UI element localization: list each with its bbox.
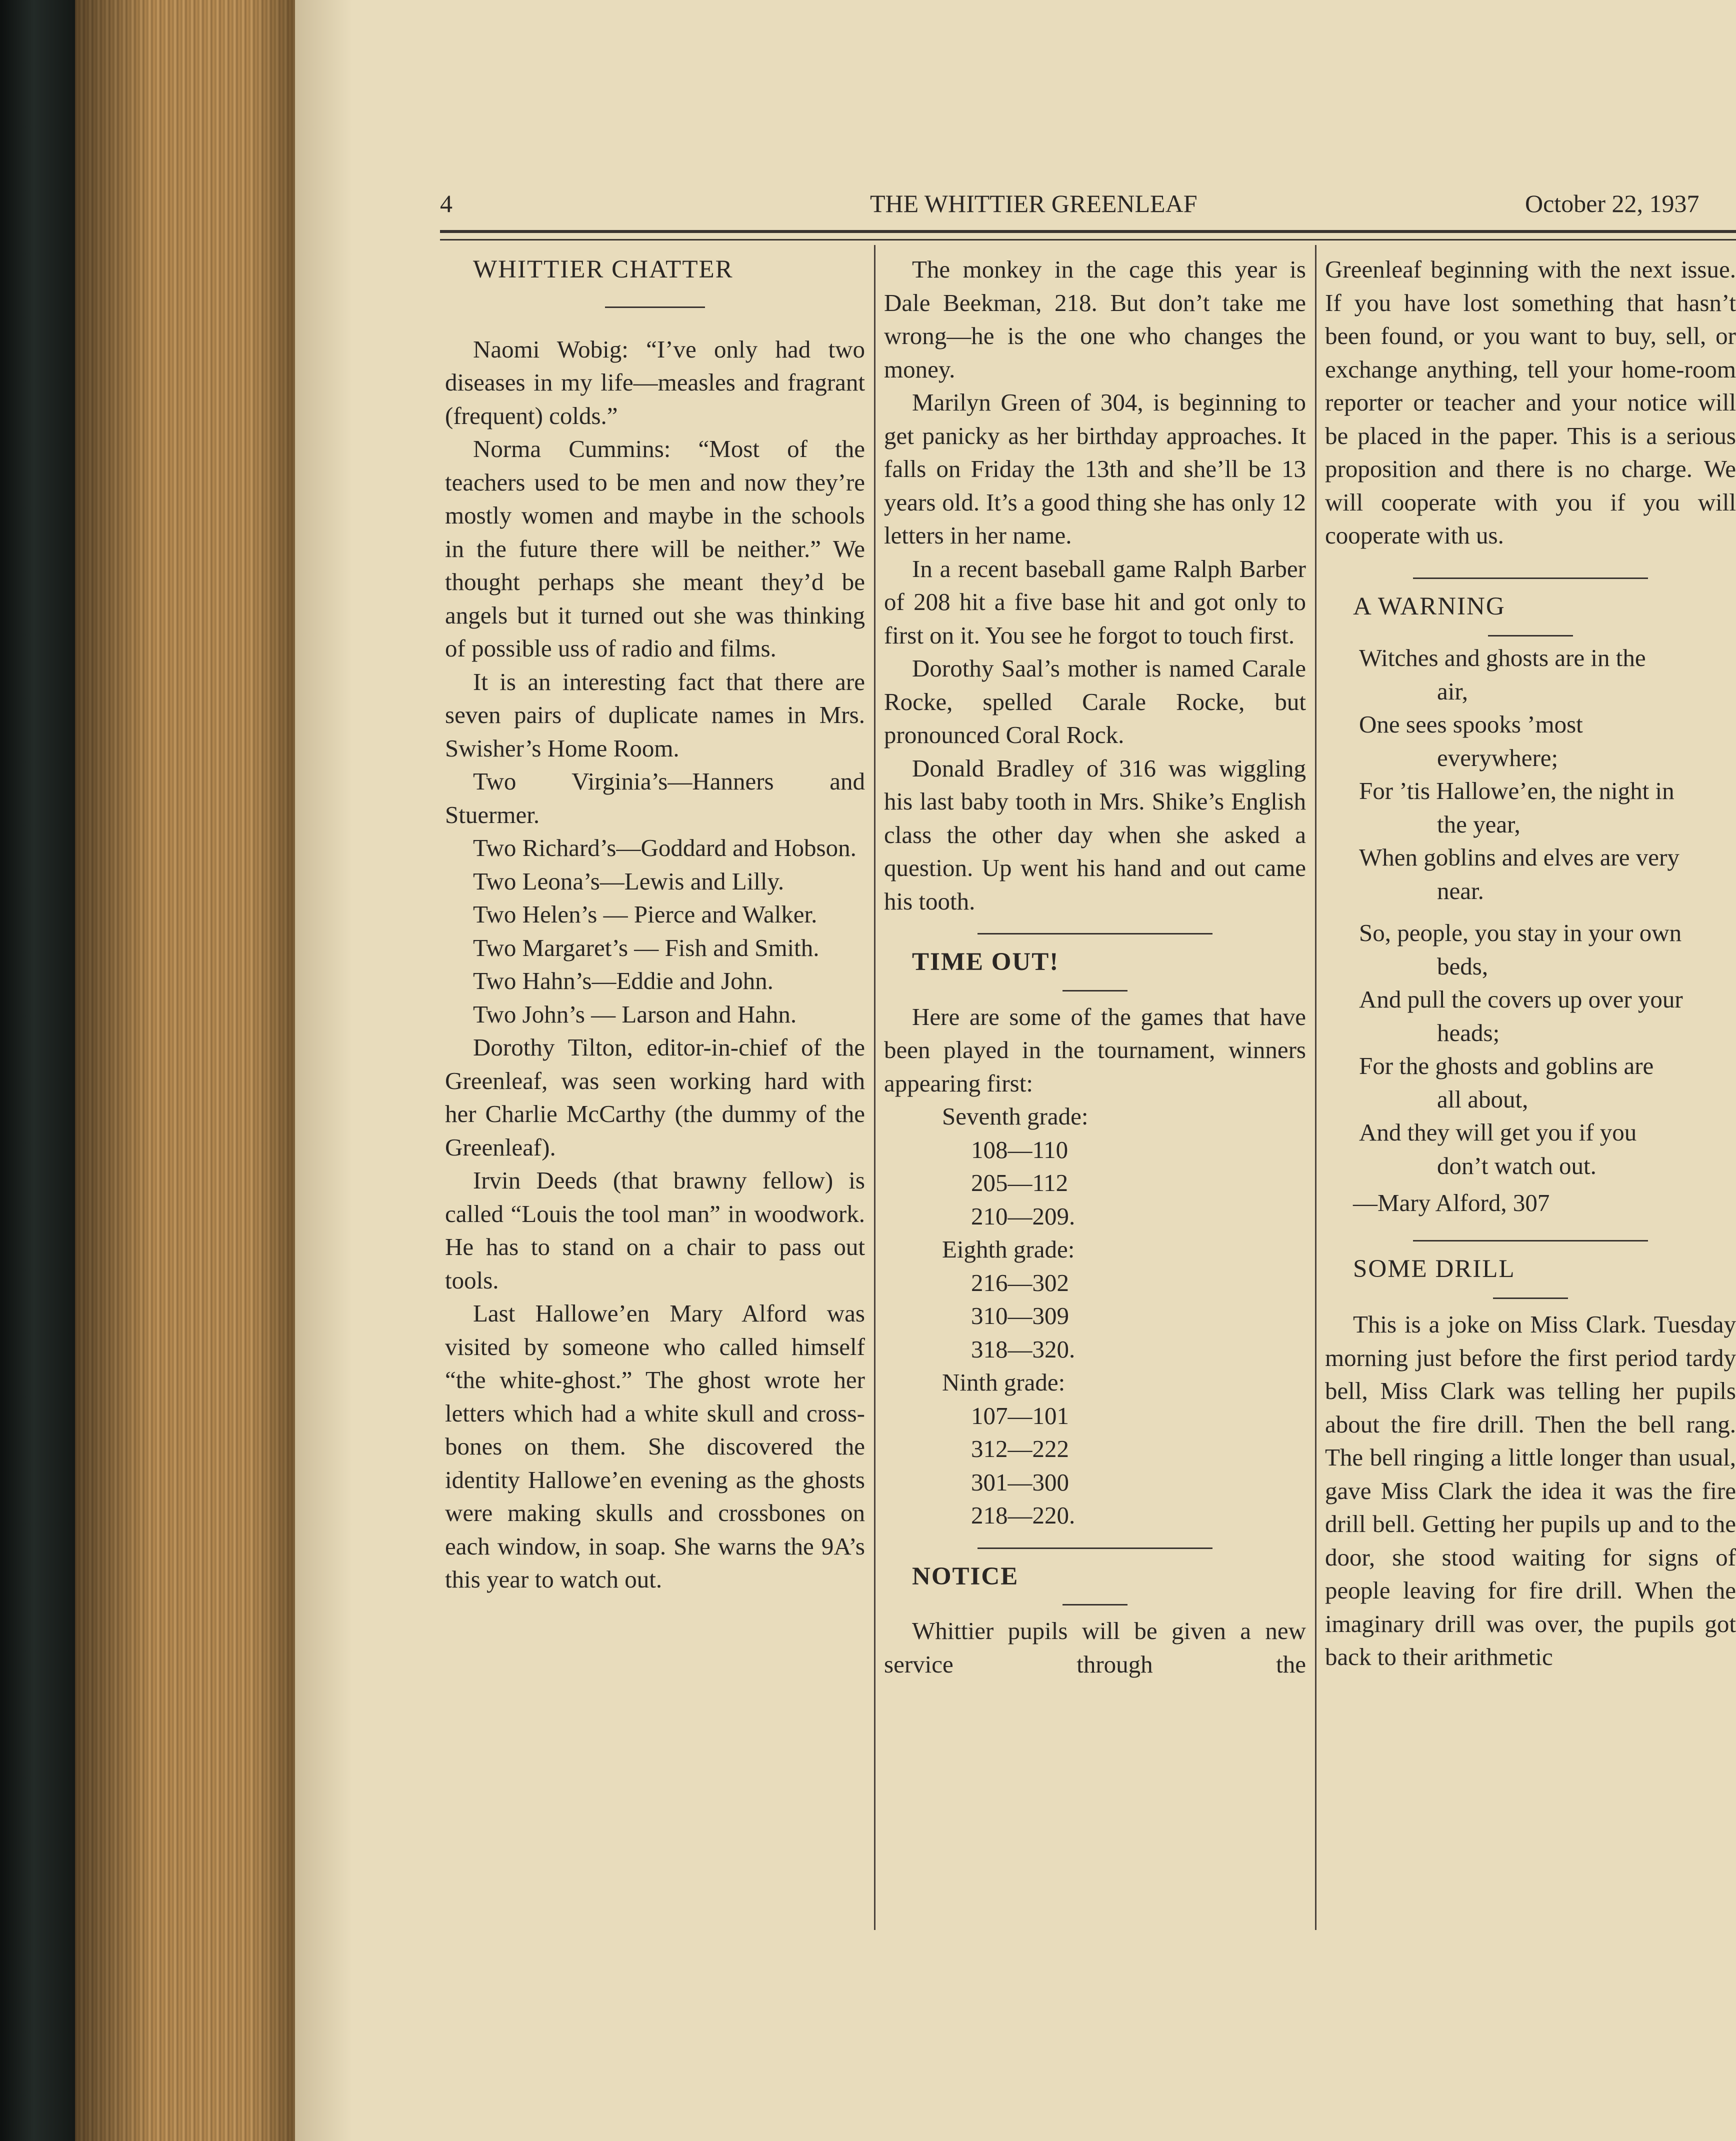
column-2: [884, 253, 1306, 1681]
poem-line: For the ghosts and goblins are: [1359, 1052, 1654, 1080]
column-divider: [1315, 245, 1316, 1930]
chatter-paragraph: Two Margaret’s — Fish and Smith.: [473, 934, 820, 962]
score-line: 108—110: [971, 1136, 1068, 1164]
chatter-paragraph: Irvin Deeds (that brawny fellow) is called “Louis the tool man” in woodwork. He has to stand on a chair to pass out tools.: [445, 1166, 865, 1294]
column-1: [445, 253, 865, 1596]
chatter-paragraph: Norma Cummins: “Most of the teachers used to be men and now they’re mostly women and maybe in the schools in the future there will be neither.” We thought perhaps she meant they’d be angels but it turned out she was thinking of possible uss of radio and films.: [445, 435, 865, 662]
notice-paragraph-continued: Greenleaf beginning with the next issue. If you have lost something that hasn’t been found, or you want to buy, sell, or exchange anything, tell your home-room reporter or teacher and your notice will be placed in the paper. This is a serious proposition and there is no charge. We will cooperate with you if you will cooperate with us.: [1325, 256, 1736, 549]
time-out-intro: Here are some of the games that have been played in the tournament, winners appearing first:: [884, 1002, 1306, 1097]
chatter-paragraph: Donald Bradley of 316 was wiggling his last baby tooth in Mrs. Shike’s English class the other day when she asked a question. Up went his hand and out came his tooth.: [884, 754, 1306, 915]
chatter-paragraph: Naomi Wobig: “I’ve only had two diseases in my life—measles and fragrant (frequent) colds.”: [445, 335, 865, 430]
chatter-paragraph: It is an interesting fact that there are seven pairs of duplicate names in Mrs. Swisher’s Home Room.: [445, 668, 865, 762]
grade-label: Seventh grade:: [942, 1102, 1088, 1130]
score-line: 205—112: [971, 1169, 1068, 1196]
column-divider: [874, 245, 876, 1930]
poem-line: For ’tis Hallowe’en, the night in: [1359, 777, 1674, 804]
section-rule: [978, 933, 1212, 934]
page-number: 4: [440, 190, 452, 218]
chatter-paragraph: Two Leona’s—Lewis and Lilly.: [473, 867, 784, 895]
poem-line: don’t watch out.: [1437, 1152, 1596, 1180]
poem-line: air,: [1437, 677, 1468, 705]
notice-paragraph: Whittier pupils will be given a new service through the: [884, 1617, 1306, 1678]
chatter-paragraph: Last Hallowe’en Mary Alford was visited by someone who called himself “the white-ghost.” The ghost wrote her letters which had a white skull and cross-bones on them. She discovered the identity Hallowe’en evening as the ghosts were making skulls and crossbones on each window, in soap. She warns the 9A’s this year to watch out.: [445, 1300, 865, 1593]
warning-title: A WARNING: [1353, 592, 1506, 620]
score-line: 216—302: [971, 1268, 1069, 1296]
poem-line: the year,: [1437, 810, 1520, 838]
score-line: 218—220.: [971, 1502, 1076, 1529]
newspaper-name: THE WHITTIER GREENLEAF: [870, 190, 1198, 218]
grade-label: Ninth grade:: [942, 1368, 1066, 1396]
header-rule: [440, 230, 1736, 233]
poem-line: all about,: [1437, 1085, 1528, 1113]
some-drill-title: SOME DRILL: [1353, 1254, 1516, 1283]
some-drill-paragraph: This is a joke on Miss Clark. Tuesday morning just before the first period tardy bell, Miss Clark was telling her pupils about the fire drill. Then the bell rang. The bell ringing a little longer than usual, gave Miss Clark the idea it was the fire drill bell. Getting her pupils up and to the door, she stood waiting for signs of people leaving for fire drill. When the imaginary drill was over, the pupils got back to their arithmetic: [1325, 1310, 1736, 1670]
section-rule: [1413, 578, 1648, 579]
poem-line: And pull the covers up over your: [1359, 986, 1683, 1013]
poem-line: When goblins and elves are very: [1359, 844, 1680, 871]
whittier-chatter-title: WHITTIER CHATTER: [473, 256, 734, 284]
header-rule-thin: [440, 239, 1736, 240]
title-rule: [1493, 1298, 1568, 1299]
page-header: [440, 189, 1736, 229]
section-rule: [978, 1548, 1212, 1549]
poem-line: So, people, you stay in your own: [1359, 919, 1682, 946]
issue-date: October 22, 1937: [1525, 190, 1700, 218]
score-line: 301—300: [971, 1468, 1069, 1496]
warning-poem: [1325, 642, 1736, 1220]
newspaper-page: [295, 0, 1736, 2141]
score-line: 210—209.: [971, 1202, 1076, 1230]
score-line: 312—222: [971, 1435, 1069, 1462]
poem-line: everywhere;: [1437, 744, 1558, 772]
poem-line: And they will get you if you: [1359, 1118, 1637, 1146]
grade-label: Eighth grade:: [942, 1236, 1075, 1263]
poem-line: Witches and ghosts are in the: [1359, 644, 1646, 672]
chatter-paragraph: In a recent baseball game Ralph Barber of 208 hit a five base hit and got only to first on it. You see he forgot to touch first.: [884, 554, 1306, 649]
time-out-title: TIME OUT!: [912, 948, 1060, 976]
chatter-paragraph: Two Virginia’s—Hanners and Stuermer.: [445, 768, 865, 828]
poem-line: beds,: [1437, 952, 1488, 980]
score-line: 310—309: [971, 1302, 1069, 1330]
poem-line: One sees spooks ’most: [1359, 710, 1583, 738]
chatter-paragraph: Two Richard’s—Goddard and Hobson.: [473, 834, 856, 862]
chatter-paragraph: Two Hahn’s—Eddie and John.: [473, 967, 774, 994]
chatter-paragraph: Dorothy Saal’s mother is named Carale Rocke, spelled Carale Rocke, but pronounced Coral Rock.: [884, 654, 1306, 748]
chatter-paragraph: The monkey in the cage this year is Dale Beekman, 218. But don’t take me wrong—he is the one who changes the money.: [884, 256, 1306, 383]
title-rule: [1488, 635, 1573, 636]
section-rule: [1413, 1240, 1648, 1242]
chatter-paragraph: Marilyn Green of 304, is beginning to get panicky as her birthday approaches. It falls on Friday the 13th and she’ll be 13 years old. It’s a good thing she has only 12 letters in her name.: [884, 388, 1306, 549]
score-line: 318—320.: [971, 1335, 1076, 1363]
title-rule: [1062, 1604, 1128, 1606]
poem-line: heads;: [1437, 1018, 1500, 1046]
poem-line: near.: [1437, 876, 1484, 904]
column-3: [1325, 253, 1736, 1674]
chatter-paragraph: Dorothy Tilton, editor-in-chief of the Greenleaf, was seen working hard with her Charlie McCarthy (the dummy of the Greenleaf).: [445, 1034, 865, 1161]
title-rule: [605, 306, 705, 308]
score-line: 107—101: [971, 1402, 1069, 1430]
notice-title: NOTICE: [912, 1562, 1019, 1590]
book-binding: [0, 0, 75, 2141]
chatter-paragraph: Two Helen’s — Pierce and Walker.: [473, 900, 818, 928]
title-rule: [1062, 990, 1128, 992]
score-list: [884, 1100, 1306, 1532]
poem-signature: —Mary Alford, 307: [1353, 1189, 1550, 1216]
chatter-paragraph: Two John’s — Larson and Hahn.: [473, 1000, 797, 1028]
